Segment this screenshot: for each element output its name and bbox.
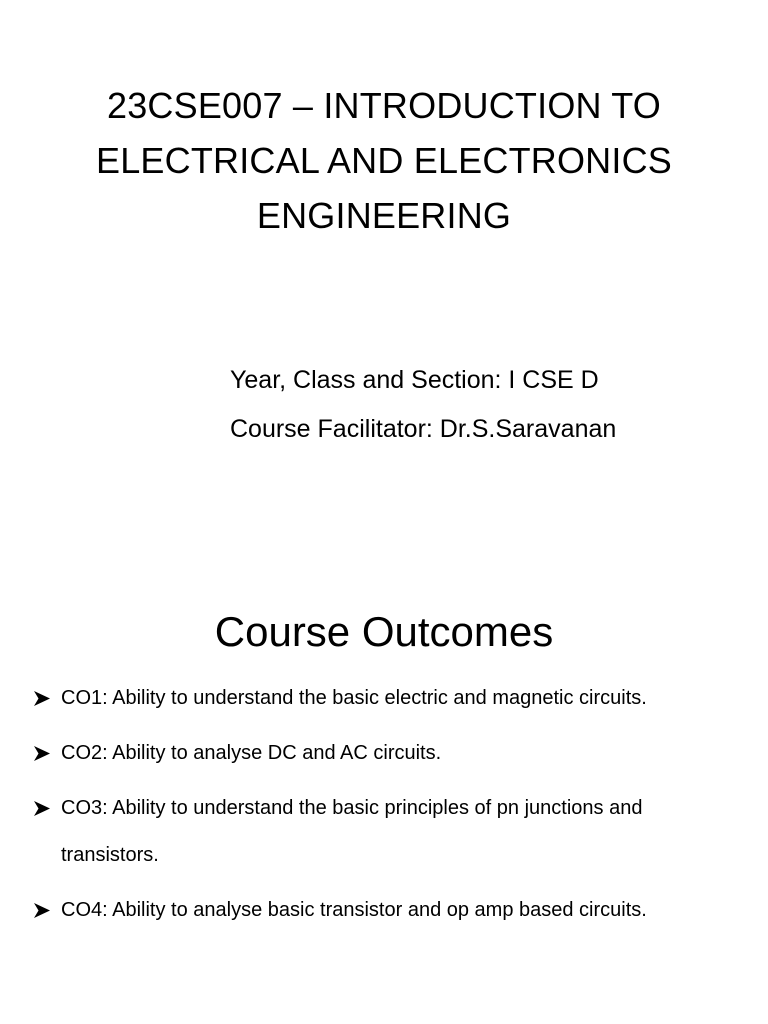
course-outcomes-slide	[0, 590, 768, 1024]
course-outcomes-list	[0, 675, 768, 942]
course-facilitator: Course Facilitator: Dr.S.Saravanan	[230, 415, 617, 443]
course-outcome-item	[0, 675, 768, 722]
course-outcome-item	[0, 785, 768, 879]
course-outcome-item	[0, 887, 768, 934]
course-outcome-item	[0, 730, 768, 777]
course-outcome-text: CO3: Ability to understand the basic principles of pn junctions and transistors.	[61, 797, 643, 866]
course-title-line-1: 23CSE007 – INTRODUCTION TO	[106, 85, 662, 126]
course-meta	[230, 356, 616, 454]
year-class-section: Year, Class and Section: I CSE D	[230, 366, 599, 394]
arrowhead-bullet-icon	[33, 730, 55, 777]
arrowhead-bullet-icon	[33, 675, 55, 722]
course-outcome-text: CO4: Ability to analyse basic transistor and op amp based circuits.	[61, 899, 647, 921]
course-outcome-text: CO1: Ability to understand the basic electric and magnetic circuits.	[61, 687, 647, 709]
arrowhead-bullet-icon	[33, 887, 55, 934]
course-outcome-text: CO2: Ability to analyse DC and AC circuits.	[61, 742, 442, 764]
arrowhead-bullet-icon	[33, 785, 55, 832]
course-outcomes-heading: Course Outcomes	[214, 608, 554, 655]
course-title-line-3: ENGINEERING	[256, 195, 512, 236]
course-title	[40, 78, 728, 243]
course-title-line-2: ELECTRICAL AND ELECTRONICS	[96, 140, 672, 181]
